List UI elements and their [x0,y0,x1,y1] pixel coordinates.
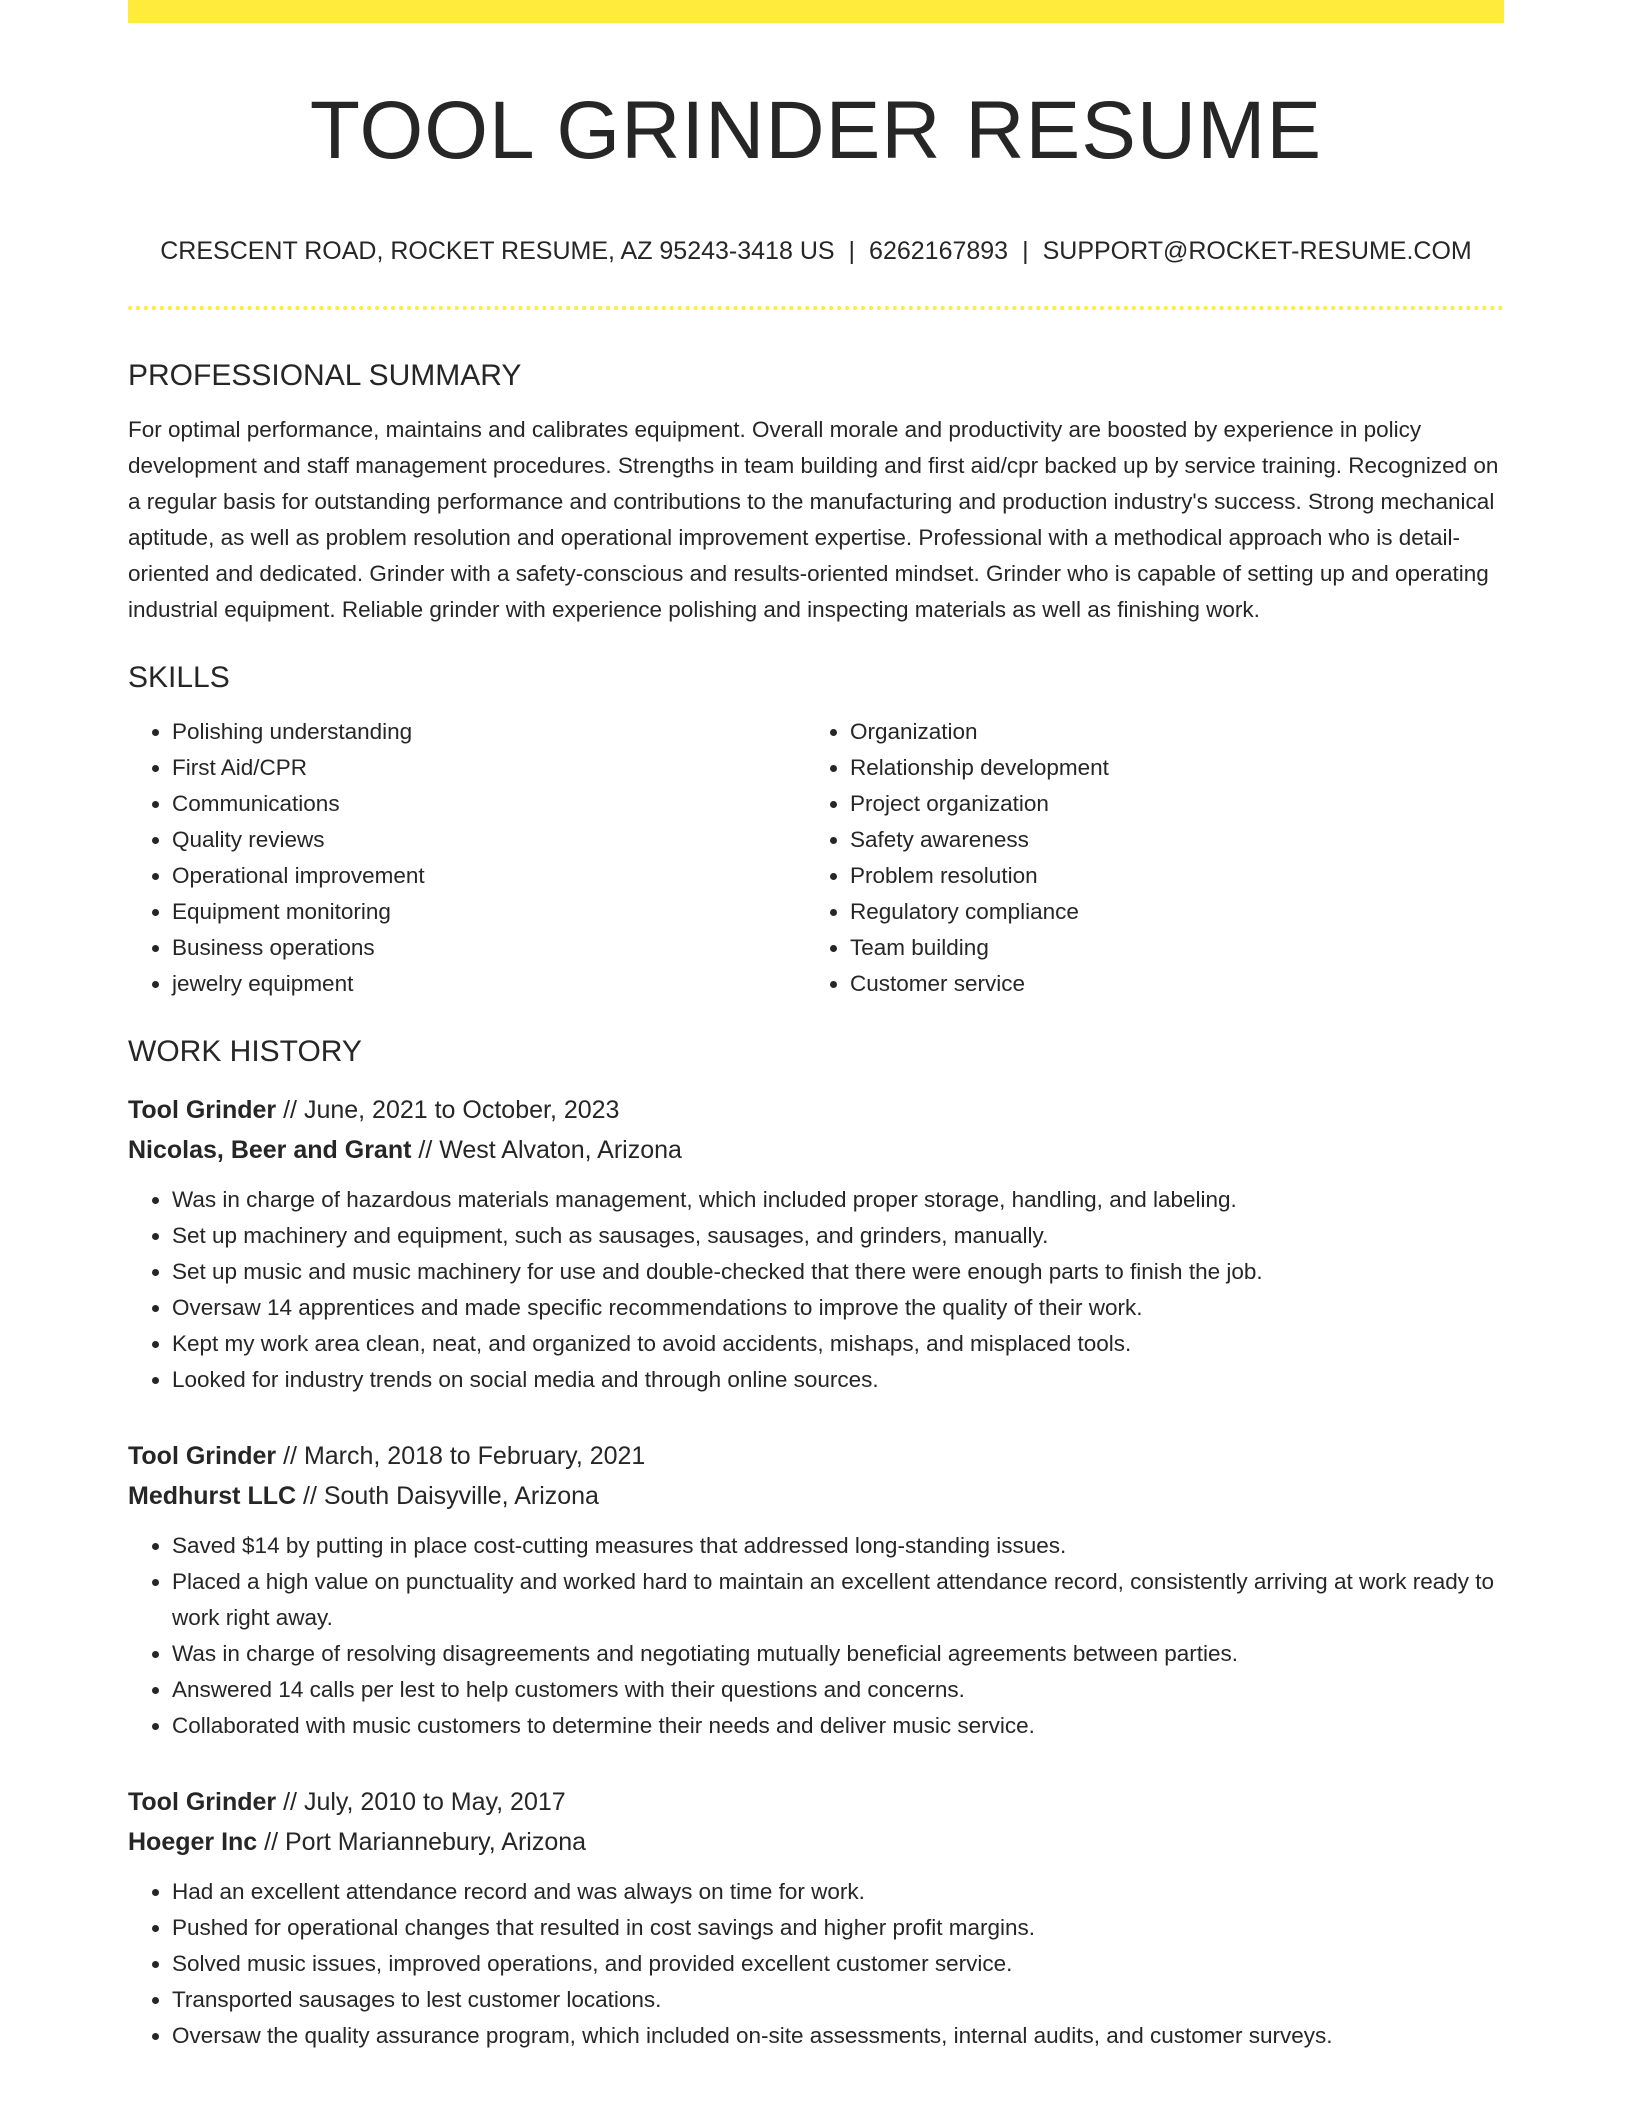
skill-item: • Relationship development [850,750,1484,786]
skills-grid [128,714,1504,1002]
job-location: // Port Mariannebury, Arizona [257,1828,587,1856]
work-history-heading: WORK HISTORY [128,1035,362,1068]
job-bullet: • Answered 14 calls per lest to help customers with their questions and concerns. [172,1672,1504,1708]
skill-item: • Safety awareness [850,822,1484,858]
work-history-section [128,1028,1504,2054]
job-bullet: • Solved music issues, improved operations, and provided excellent customer service. [172,1946,1504,1982]
job-title-line [128,1782,1504,1822]
job-bullet: • Had an excellent attendance record and was always on time for work. [172,1874,1504,1910]
job-company: Nicolas, Beer and Grant [128,1136,412,1164]
job-bullet: • Collaborated with music customers to determine their needs and deliver music service. [172,1708,1504,1744]
job-bullets [128,1182,1504,1398]
skill-item: • Customer service [850,966,1484,1002]
job-title: Tool Grinder [128,1788,277,1816]
job-company-line [128,1130,1504,1170]
job-entry [128,1782,1504,2054]
job-bullet: • Placed a high value on punctuality and worked hard to maintain an excellent attendance record, consistently arriving at work ready to work right away. [172,1564,1504,1636]
job-bullet: • Was in charge of hazardous materials management, which included proper storage, handling, and labeling. [172,1182,1504,1218]
summary-section [128,352,1504,628]
resume-page [128,0,1504,2112]
summary-text: For optimal performance, maintains and calibrates equipment. Overall morale and productivity are boosted by experience in policy development and staff management procedures. Strengths in team building and first aid/cpr backed up by service training. Recognized on a regular basis for outstanding performance and contributions to the manufacturing and production industry's success. Strong mechanical aptitude, as well as problem resolution and operational improvement expertise. Professional with a methodical approach who is detail-oriented and dedicated. Grinder with a safety-conscious and results-oriented mindset. Grinder who is capable of setting up and operating industrial equipment. Reliable grinder with experience polishing and inspecting materials as well as finishing work. [128,417,1499,622]
job-title: Tool Grinder [128,1442,277,1470]
job-bullet: • Set up music and music machinery for use and double-checked that there were enough parts to finish the job. [172,1254,1504,1290]
skill-item: • jewelry equipment [172,966,806,1002]
job-bullet: • Saved $14 by putting in place cost-cutting measures that addressed long-standing issues. [172,1528,1504,1564]
job-title-line [128,1090,1504,1130]
contact-separator: | [1022,237,1029,265]
skill-item: • Organization [850,714,1484,750]
job-bullets [128,1528,1504,1744]
contact-separator: | [848,237,856,265]
skills-section [128,654,1504,1002]
job-bullet: • Set up machinery and equipment, such as sausages, sausages, and grinders, manually. [172,1218,1504,1254]
contact-address: CRESCENT ROAD, ROCKET RESUME, AZ 95243-3418 US [160,237,835,265]
top-accent-bar [128,0,1504,23]
skill-item: • Project organization [850,786,1484,822]
resume-body [128,352,1504,2054]
job-dates: // July, 2010 to May, 2017 [276,1788,566,1816]
skill-item: • Equipment monitoring [172,894,806,930]
job-bullets [128,1874,1504,2054]
job-dates: // March, 2018 to February, 2021 [276,1442,646,1470]
job-bullet: • Oversaw the quality assurance program, which included on-site assessments, internal audits, and customer surveys. [172,2018,1504,2054]
job-entry [128,1090,1504,1398]
header-divider [128,306,1504,310]
skill-item: • Team building [850,930,1484,966]
job-company-line [128,1476,1504,1516]
skill-item: • Operational improvement [172,858,806,894]
contact-phone: 6262167893 [869,237,1009,265]
skill-item: • Business operations [172,930,806,966]
skill-item: • Polishing understanding [172,714,806,750]
job-company: Hoeger Inc [128,1828,258,1856]
job-bullet: • Oversaw 14 apprentices and made specific recommendations to improve the quality of their work. [172,1290,1504,1326]
job-location: // South Daisyville, Arizona [296,1482,599,1510]
skill-item: • Regulatory compliance [850,894,1484,930]
job-bullet: • Was in charge of resolving disagreements and negotiating mutually beneficial agreements between parties. [172,1636,1504,1672]
job-company: Medhurst LLC [128,1482,297,1510]
skill-item: • Communications [172,786,806,822]
resume-title: TOOL GRINDER RESUME [309,85,1323,176]
job-company-line [128,1822,1504,1862]
skill-item: • Quality reviews [172,822,806,858]
skill-item: • Problem resolution [850,858,1484,894]
skills-heading: SKILLS [128,661,230,694]
job-title: Tool Grinder [128,1096,277,1124]
skill-item: • First Aid/CPR [172,750,806,786]
job-bullet: • Transported sausages to lest customer locations. [172,1982,1504,2018]
job-title-line [128,1436,1504,1476]
job-entry [128,1436,1504,1744]
contact-email: SUPPORT@ROCKET-RESUME.COM [1042,237,1472,265]
job-bullet: • Pushed for operational changes that resulted in cost savings and higher profit margins. [172,1910,1504,1946]
job-bullet: • Looked for industry trends on social media and through online sources. [172,1362,1504,1398]
job-bullet: • Kept my work area clean, neat, and organized to avoid accidents, mishaps, and misplaced tools. [172,1326,1504,1362]
summary-heading: PROFESSIONAL SUMMARY [128,359,522,392]
skills-list-left [128,714,806,1002]
job-dates: // June, 2021 to October, 2023 [276,1096,620,1124]
job-location: // West Alvaton, Arizona [411,1136,682,1164]
contact-line [128,234,1504,268]
skills-list-right [806,714,1484,1002]
